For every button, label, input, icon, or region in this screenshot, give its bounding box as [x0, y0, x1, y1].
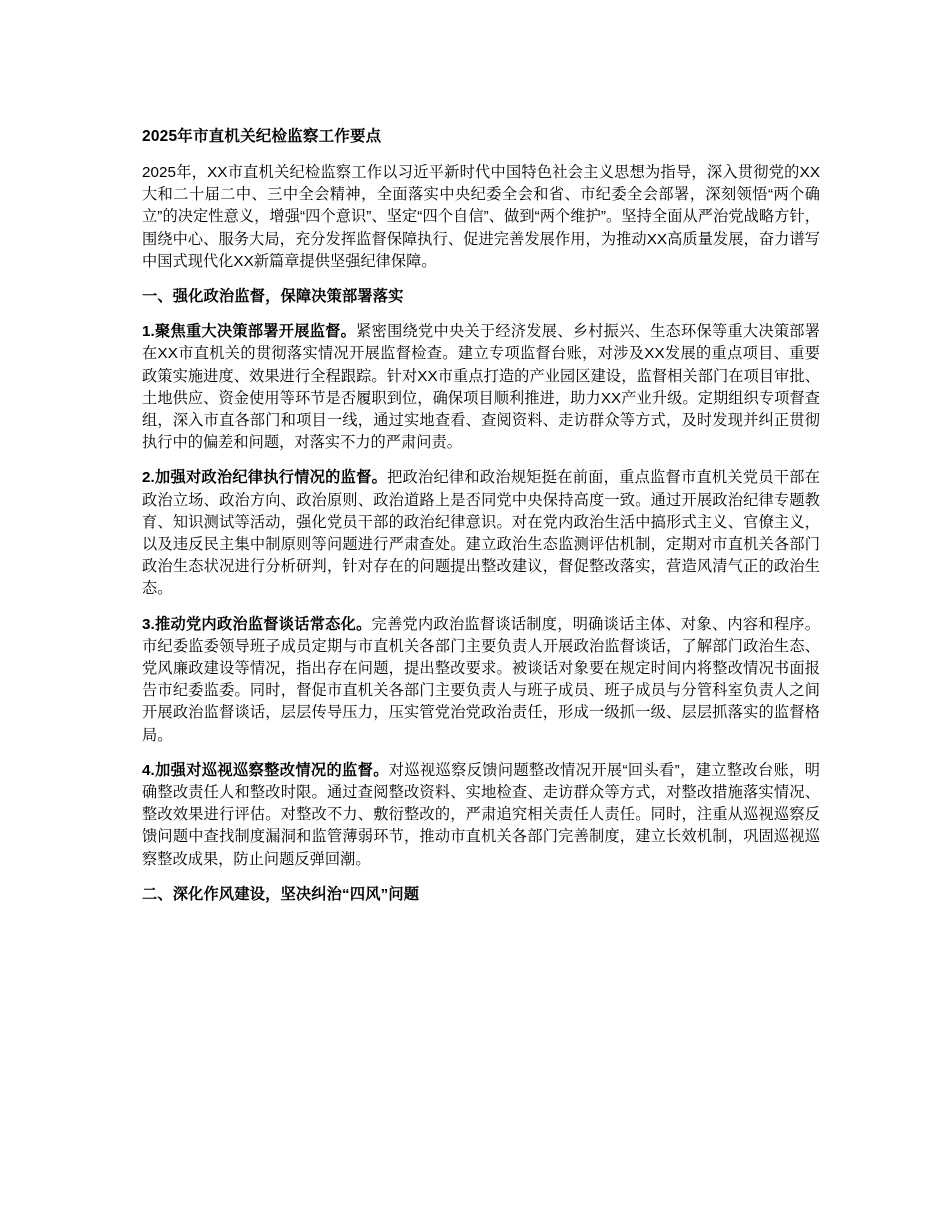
section-heading-1: 一、强化政治监督，保障决策部署落实: [142, 288, 404, 306]
item-1-4-text: 对巡视巡察反馈问题整改情况开展“回头看”，建立整改台账，明确整改责任人和整改时限。通过查阅整改资料、实地检查、走访群众等方式，对整改措施落实情况、整改效果进行评估。对整改不力、敷衍整改的，严肃追究相关责任人责任。同时，注重从巡视巡察反馈问题中查找制度漏洞和监管薄弱环节，推动市直机关各部门完善制度，建立长效机制，巩固巡视巡察整改成果，防止问题反弹回潮。: [142, 761, 820, 868]
item-1-1: [142, 321, 820, 454]
item-1-3-text: 完善党内政治监督谈话制度，明确谈话主体、对象、内容和程序。市纪委监委领导班子成员定期与市直机关各部门主要负责人开展政治监督谈话，了解部门政治生态、党风廉政建设等情况，指出存在问题，提出整改要求。被谈话对象要在规定时间内将整改情况书面报告市纪委监委。同时，督促市直机关各部门主要负责人与班子成员、班子成员与分管科室负责人之间开展政治监督谈话，层层传导压力，压实管党治党政治责任，形成一级抓一级、层层抓落实的监督格局。: [142, 615, 821, 744]
item-1-2-text: 把政治纪律和政治规矩挺在前面，重点监督市直机关党员干部在政治立场、政治方向、政治原则、政治道路上是否同党中央保持高度一致。通过开展政治纪律专题教育、知识测试等活动，强化党员干部的政治纪律意识。对在党内政治生活中搞形式主义、官僚主义，以及违反民主集中制原则等问题进行严肃查处。建立政治生态监测评估机制，定期对市直机关各部门政治生态状况进行分析研判，针对存在的问题提出整改建议，督促整改落实，营造风清气正的政治生态。: [142, 469, 820, 598]
item-1-2-lead: 2.加强对政治纪律执行情况的监督。: [142, 469, 388, 487]
section-heading-2: 二、深化作风建设，坚决纠治“四风”问题: [142, 885, 420, 903]
item-1-3: [142, 614, 820, 747]
item-1-1-text: 紧密围绕党中央关于经济发展、乡村振兴、生态环保等重大决策部署在XX市直机关的贯彻落实情况开展监督检查。建立专项监督台账，对涉及XX发展的重点项目、重要政策实施进度、效果进行全程跟踪。针对XX市重点打造的产业园区建设，监督相关部门在项目审批、土地供应、资金使用等环节是否履职到位，确保项目顺利推进，助力XX产业升级。定期组织专项督查组，深入市直各部门和项目一线，通过实地查看、查阅资料、走访群众等方式，及时发现并纠正贯彻执行中的偏差和问题，对落实不力的严肃问责。: [142, 323, 821, 452]
intro-paragraph: [142, 162, 820, 273]
document-body: [142, 126, 820, 919]
document-title: 2025年市直机关纪检监察工作要点: [142, 128, 382, 145]
item-1-1-lead: 1.聚焦重大决策部署开展监督。: [142, 323, 357, 341]
intro-paragraph-text: 2025年，XX市直机关纪检监察工作以习近平新时代中国特色社会主义思想为指导，深入贯彻党的XX大和二十届二中、三中全会精神，全面落实中央纪委全会和省、市纪委全会部署，深刻领悟“两个确立”的决定性意义，增强“四个意识”、坚定“四个自信”、做到“两个维护”。坚持全面从严治党战略方针，围绕中心、服务大局，充分发挥监督保障执行、促进完善发展作用，为推动XX高质量发展，奋力谱写中国式现代化XX新篇章提供坚强纪律保障。: [142, 164, 820, 270]
item-1-3-lead: 3.推动党内政治监督谈话常态化。: [142, 615, 372, 633]
item-1-4: [142, 760, 820, 871]
item-1-4-lead: 4.加强对巡视巡察整改情况的监督。: [142, 761, 389, 779]
item-1-2: [142, 467, 820, 600]
